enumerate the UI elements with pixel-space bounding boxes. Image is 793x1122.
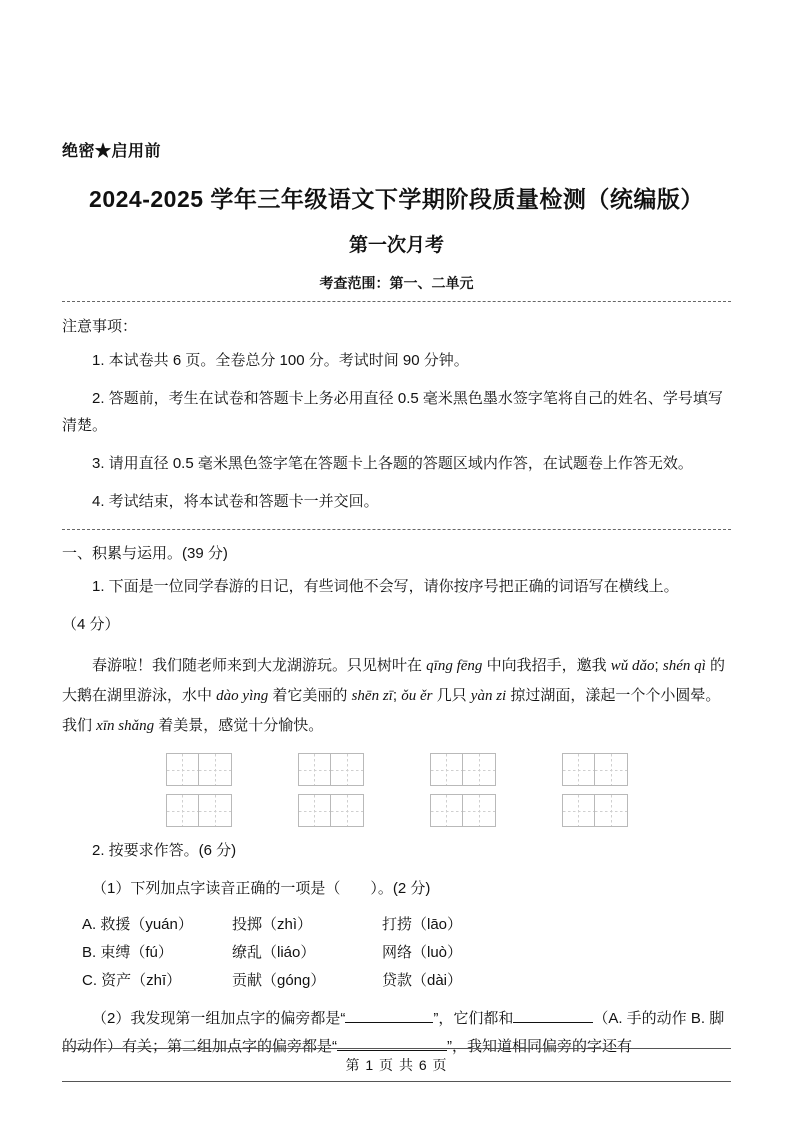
- option-c-1[interactable]: C. 资产（zhī）: [82, 972, 182, 989]
- answer-grid-row[interactable]: [562, 794, 628, 827]
- page-footer: [62, 1048, 731, 1082]
- answer-grid-cell[interactable]: [166, 753, 199, 786]
- footer-rule-bottom: [62, 1081, 731, 1082]
- passage-part-0: 春游啦！我们随老师来到大龙湖游玩。只见树叶在: [92, 657, 427, 674]
- pinyin-ouer: ǒu ěr: [401, 688, 433, 704]
- question-2-stem: 2. 按要求作答。(6 分): [92, 842, 237, 859]
- question-2-options: [62, 911, 731, 995]
- question-1-score: （4 分）: [62, 616, 120, 633]
- answer-grid-row[interactable]: [430, 794, 496, 827]
- answer-grid-cell[interactable]: [463, 753, 496, 786]
- answer-grid-area: [62, 753, 731, 827]
- passage-part-6: 的大鹅在湖里游泳，水中: [62, 657, 725, 704]
- answer-grid-row[interactable]: [298, 753, 364, 786]
- pinyin-xinshang: xīn shǎng: [96, 718, 155, 734]
- answer-grid-cell[interactable]: [298, 794, 331, 827]
- option-a-2[interactable]: 投掷（zhì）: [232, 916, 313, 933]
- option-a-1[interactable]: A. 救援（yuán）: [82, 916, 193, 933]
- pinyin-daoying: dào yìng: [216, 688, 269, 704]
- answer-grid-row[interactable]: [166, 753, 232, 786]
- section-heading: 一、积累与运用。(39 分): [62, 545, 228, 562]
- option-c-2[interactable]: 贡献（góng）: [232, 972, 326, 989]
- passage-part-2: 中向我招手，邀我: [482, 657, 611, 674]
- divider-middle: [62, 529, 731, 530]
- fill-blank-1[interactable]: [345, 1022, 433, 1023]
- option-a-3[interactable]: 打捞（lāo）: [382, 916, 463, 933]
- option-b-3[interactable]: 网络（luò）: [382, 944, 463, 961]
- answer-grid-cell[interactable]: [331, 753, 364, 786]
- page-title: 2024-2025 学年三年级语文下学期阶段质量检测（统编版）: [89, 186, 704, 212]
- q2-sub2-part2: ”，它们都和: [433, 1010, 514, 1027]
- answer-grid-row[interactable]: [298, 794, 364, 827]
- answer-grid-group[interactable]: [562, 753, 628, 827]
- answer-grid-cell[interactable]: [199, 753, 232, 786]
- q2-sub2-part1: （2）我发现第一组加点字的偏旁都是“: [92, 1010, 346, 1027]
- q2-sub2-part4: ”，我知道相同偏旁的字还有: [447, 1038, 632, 1055]
- answer-grid-cell[interactable]: [430, 753, 463, 786]
- passage-part-12: 几只: [432, 687, 471, 704]
- answer-grid-row[interactable]: [562, 753, 628, 786]
- answer-grid-cell[interactable]: [463, 794, 496, 827]
- pinyin-yanzi: yàn zi: [470, 688, 507, 704]
- divider-top: [62, 301, 731, 302]
- answer-grid-cell[interactable]: [298, 753, 331, 786]
- answer-grid-group[interactable]: [430, 753, 496, 827]
- answer-grid-cell[interactable]: [166, 794, 199, 827]
- question-2-sub1: （1）下列加点字读音正确的一项是（ ）。(2 分): [92, 880, 431, 897]
- answer-grid-cell[interactable]: [595, 753, 628, 786]
- notice-heading: 注意事项：: [62, 318, 138, 335]
- option-b-2[interactable]: 缭乱（liáo）: [232, 944, 316, 961]
- passage-part-4: ;: [654, 657, 663, 674]
- answer-grid-cell[interactable]: [331, 794, 364, 827]
- notice-item-4: 4. 考试结束，将本试卷和答题卡一并交回。: [92, 493, 379, 510]
- answer-grid-group[interactable]: [166, 753, 232, 827]
- notice-item-3: 3. 请用直径 0.5 毫米黑色签字笔在答题卡上各题的答题区域内作答，在试题卷上作答无效。: [92, 455, 693, 472]
- fill-blank-2[interactable]: [513, 1022, 593, 1023]
- answer-grid-row[interactable]: [430, 753, 496, 786]
- option-c-3[interactable]: 贷款（dài）: [382, 972, 463, 989]
- exam-scope: 考查范围：第一、二单元: [319, 275, 474, 291]
- secret-label: 绝密★启用前: [62, 143, 162, 160]
- question-1-passage: [62, 651, 731, 741]
- page-subtitle: 第一次月考: [348, 235, 444, 256]
- answer-grid-cell[interactable]: [595, 794, 628, 827]
- passage-part-14: 掠过湖面，漾起一个个小圆晕。我们: [62, 687, 721, 734]
- option-row-b[interactable]: [62, 939, 731, 967]
- answer-grid-row[interactable]: [166, 794, 232, 827]
- answer-grid-cell[interactable]: [430, 794, 463, 827]
- option-row-c[interactable]: [62, 967, 731, 995]
- answer-grid-cell[interactable]: [562, 753, 595, 786]
- question-1-stem-text: 1. 下面是一位同学春游的日记，有些词他不会写，请你按序号把正确的词语写在横线上。: [92, 578, 679, 595]
- page-number: 第 1 页 共 6 页: [345, 1057, 448, 1073]
- option-row-a[interactable]: [62, 911, 731, 939]
- question-1-stem: [62, 573, 731, 601]
- answer-grid-cell[interactable]: [199, 794, 232, 827]
- q2-sub2-part3: （A. 手的动作 B. 脚的动作）有关；第二组加点字的偏旁都是“: [62, 1010, 725, 1055]
- passage-part-16: 着美景，感觉十分愉快。: [154, 717, 324, 734]
- answer-grid-group[interactable]: [298, 753, 364, 827]
- answer-grid-cell[interactable]: [562, 794, 595, 827]
- pinyin-shenqi: shén qì: [662, 658, 706, 674]
- footer-rule-top: [62, 1048, 731, 1049]
- passage-part-10: ;: [392, 687, 402, 704]
- notice-item-1: 1. 本试卷共 6 页。全卷总分 100 分。考试时间 90 分钟。: [92, 352, 469, 369]
- option-b-1[interactable]: B. 束缚（fú）: [82, 944, 173, 961]
- pinyin-shenzi: shēn zī: [351, 688, 393, 704]
- passage-part-8: 着它美丽的: [268, 687, 352, 704]
- pinyin-wudao: wǔ dǎo: [610, 658, 655, 674]
- pinyin-qingfeng: qīng fēng: [426, 658, 483, 674]
- notice-item-2: 2. 答题前，考生在试卷和答题卡上务必用直径 0.5 毫米黑色墨水签字笔将自己的姓名、学号填写清楚。: [62, 390, 723, 434]
